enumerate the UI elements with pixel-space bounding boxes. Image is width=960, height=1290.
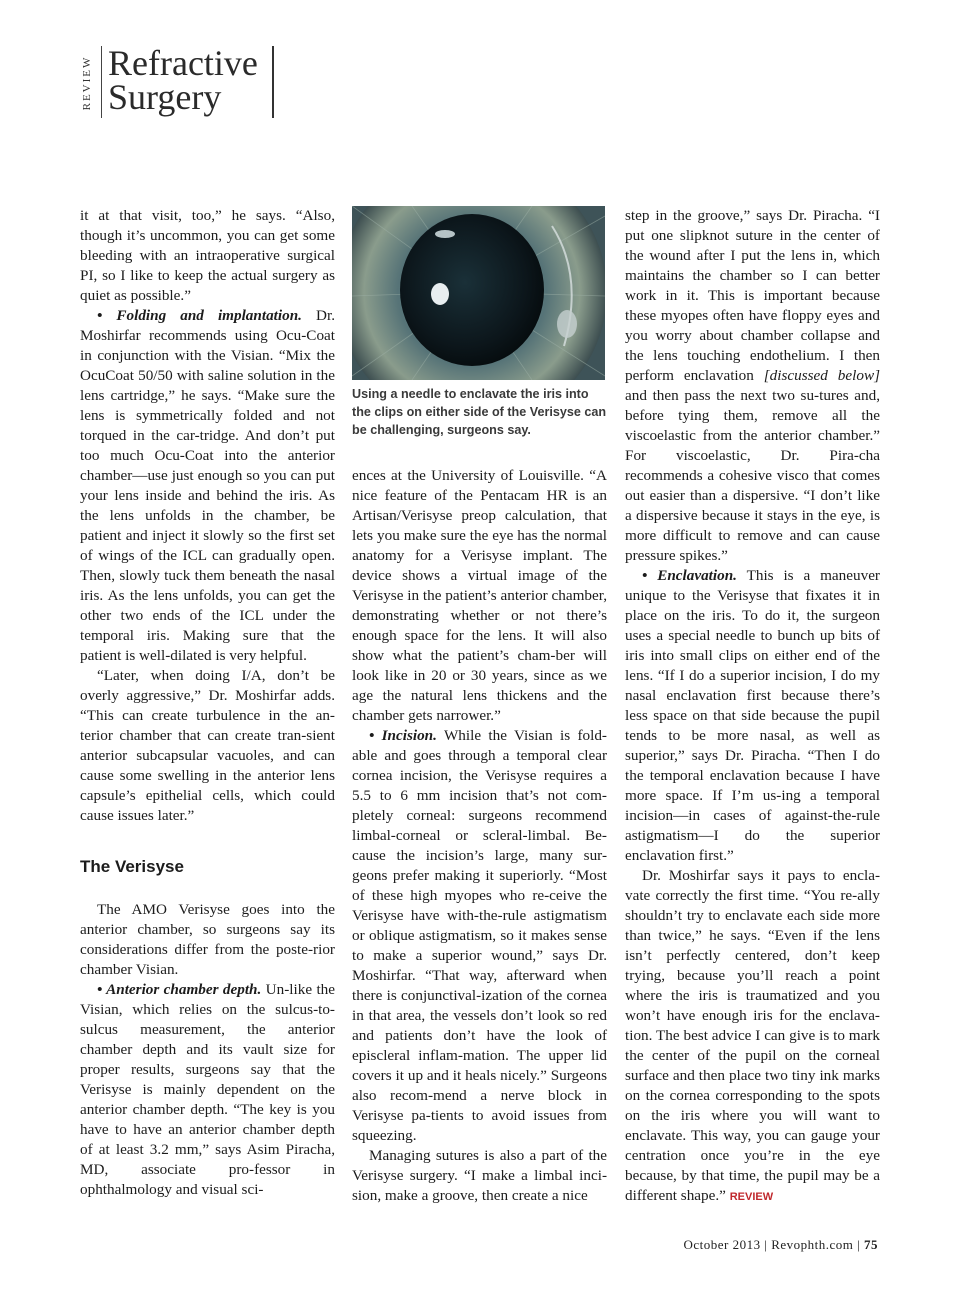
page-number: 75: [864, 1237, 878, 1252]
column-1: [80, 206, 335, 1200]
paragraph: • Incision. While the Visian is fold-able and goes through a temporal clear cornea incision, the Verisyse requires a 5.5 to 6 mm incision that’s not com-pletely corneal: surgeons recommend limbal-corneal or scleral-limbal. Be-cause the incision’s large, many sur-geons prefer making it superiorly. “Most of these high myopes who re-ceive the Verisyse have with-the-rule astigmatism or oblique astigmatism, so it makes sense to make a superior wound,” says Dr. Moshirfar. “That way, afterward when there is conjunctival-ization of the cornea in that area, the vessels don’t look so red and patients don’t have the look of episcleral inflam-mation. The upper lid covers it up and it heals nicely.” Surgeons also recom-mend a nerve block in Verisyse pa-tients to avoid issues from squeezing.: [352, 727, 607, 1144]
page-footer: October 2013 | Revophth.com | 75: [683, 1237, 878, 1252]
column-2: [352, 466, 607, 1206]
paragraph: Managing sutures is also a part of the Verisyse surgery. “I make a limbal inci-sion, make a groove, then create a nice: [352, 1147, 607, 1204]
run-in-heading: • Folding and implantation.: [97, 307, 302, 324]
paragraph: The AMO Verisyse goes into the anterior chamber, so surgeons say its considerations differ from the poste-rior chamber Visian.: [80, 901, 335, 978]
eye-illustration: [352, 206, 605, 380]
header-divider-right: [272, 46, 274, 118]
figure-caption: Using a needle to enclavate the iris into the clips on either side of the Verisyse can be challenging, surgeons say.: [352, 387, 607, 437]
paragraph: “Later, when doing I/A, don’t be overly aggressive,” Dr. Moshirfar adds. “This can create turbulence in the an-terior chamber that can create tran-sient anterior subcapsular vacuoles, and can cause some swelling in the anterior lens capsule’s epithelial cells, which could cause issues later.”: [80, 667, 335, 824]
run-in-heading: • Anterior chamber depth.: [97, 981, 262, 998]
paragraph: • Anterior chamber depth. Un-like the Visian, which relies on the sulcus-to-sulcus measurement, the anterior chamber depth and its vault size for proper results, surgeons say that the Verisyse is mainly dependent on the anterior chamber depth. “The key is you have to have an anterior chamber depth of at least 3.2 mm,” says Asim Piracha, MD, associate pro-fessor in ophthalmology and visual sci-: [80, 981, 336, 1198]
title-line-2: Surgery: [108, 77, 222, 117]
column-3: [625, 206, 880, 1207]
paragraph: it at that visit, too,” he says. “Also, though it’s uncommon, you can get some bleeding with an intraoperative surgical PI, so I like to keep the actual surgery as quiet as possible.”: [80, 207, 335, 304]
paragraph: • Folding and implantation. Dr. Moshirfar recommends using Ocu-Coat in conjunction with the Visian. “Mix the OcuCoat 50/50 with saline solution in the lens cartridge,” he says. “Make sure the lens is symmetrically folded and not torqued in the car-tridge. And don’t put too much Ocu-Coat into the anterior chamber—use just enough so you can put your lens inside and behind the iris. As the lens unfolds in the chamber, be patient and inject it slowly so the first set of wings of the ICL can gradually open. Then, slowly tuck them beneath the nasal iris. As the lens unfolds, you can get the other two ends of the ICL under the temporal iris. Making sure that the patient is well-dilated is very helpful.: [80, 307, 335, 664]
section-tag: REVIEW: [81, 55, 93, 111]
paragraph: • Enclavation. This is a maneuver unique to the Verisyse that fixates it in place on the iris. To do it, the surgeon uses a special needle to bunch up bits of iris into small clips on either end of the lens. “If I do a superior incision, I do my nasal enclavation first because there’s less space on that side because the pupil tends to be more nasal, as well as superior,” says Dr. Piracha. “Then I do the temporal enclavation because I have more space. If I’m us-ing a temporal incision—in cases of against-the-rule astigmatism—I do the superior enclavation first.”: [625, 567, 880, 864]
page-title: [108, 43, 258, 117]
paragraph: Dr. Moshirfar says it pays to encla-vate correctly the first time. “You re-ally shouldn’t try to enclavate each side more than twice,” he says. “Even if the lens isn’t perfectly centered, don’t keep trying, because you’ll reach a point where the iris is traumatized and you won’t have enough iris for the enclava-tion. The best advice I can give is to mark the center of the pupil on the corneal surface and then place two tiny ink marks on the cornea corresponding to the spots on the iris where you will want to enclavate. This way, you can gauge your centration once you’re in the eye because, by that time, the pupil may be a different shape.” REVIEW: [625, 867, 880, 1204]
run-in-heading: • Incision.: [369, 727, 437, 744]
title-line-1: Refractive: [108, 43, 258, 83]
end-mark: REVIEW: [729, 1191, 774, 1203]
section-heading: The Verisyse: [80, 857, 184, 876]
run-in-heading: • Enclavation.: [642, 567, 737, 584]
paragraph: step in the groove,” says Dr. Piracha. “I put one slipknot suture in the center of the wound after I put the lens in, which maintains the chamber so I can better work in it. This is important because these myopes often have floppy eyes and you worry about chamber collapse and the lens touching endothelium. I then perform enclavation [discussed below] and then pass the next two su-tures and, before tying them, remove all the viscoelastic from the anterior chamber.” For viscoelastic, Dr. Pira-cha recommends a cohesive visco that comes out easier than a dispersive. “I don’t like a dispersive because it stays in the eye, is more difficult to remove and can cause pressure spikes.”: [625, 207, 880, 564]
paragraph: ences at the University of Louisville. “A nice feature of the Pentacam HR is an Artisan/Verisyse preop calculation, that lets you make sure the eye has the normal anatomy for a Verisyse implant. The device shows a virtual image of the Verisyse in the patient’s anterior chamber, demonstrating whether or not there’s enough space for the lens. It will also show what the patient’s cham-ber will look like in 20 or 30 years, since as we age the natural lens thickens and the chamber gets narrower.”: [352, 467, 607, 724]
eye-photo: [352, 206, 605, 380]
header-divider-left: [101, 46, 102, 118]
